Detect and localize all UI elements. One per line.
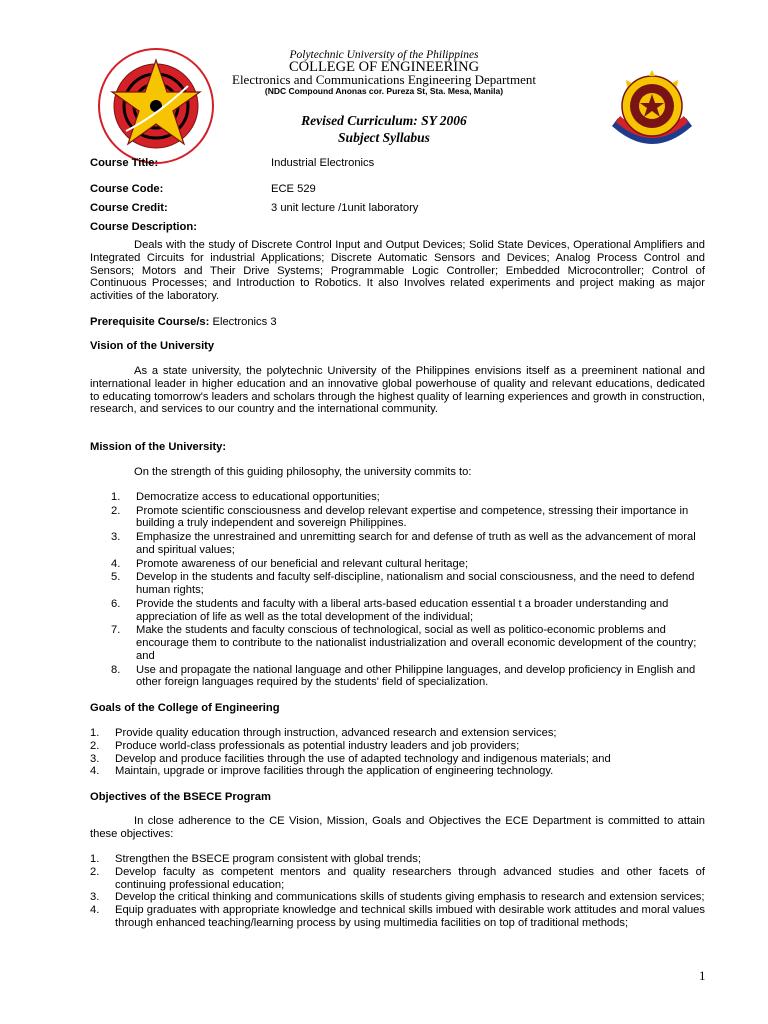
list-item: 6. Provide the students and faculty with a liberal arts-based education essential t a broader understanding and appreciation of life as well as the total development of the individual;: [111, 597, 669, 623]
list-item: 8. Use and propagate the national language and other Philippine languages, and develop proficiency in English and other foreign languages required by the students' field of specialization.: [111, 663, 696, 689]
course-credit-label: Course Credit:: [90, 202, 168, 214]
department-address: (NDC Compound Anonas cor. Pureza St, Sta. Mesa, Manila): [264, 86, 504, 96]
objectives-list: [90, 853, 705, 930]
vision-heading: Vision of the University: [90, 340, 215, 352]
objectives-heading: Objectives of the BSECE Program: [90, 791, 271, 803]
objectives-intro: In close adherence to the CE Vision, Mission, Goals and Objectives the ECE Department is committed to attain these objectives:: [90, 815, 705, 840]
mission-heading: Mission of the University:: [90, 441, 227, 453]
prerequisite-label: Prerequisite Course/s:: [90, 316, 210, 328]
course-title-value: Industrial Electronics: [271, 157, 375, 169]
college-name: COLLEGE OF ENGINEERING: [288, 59, 480, 75]
list-item: 1. Strengthen the BSECE program consistent with global trends;: [90, 853, 421, 865]
course-title-label: Course Title:: [90, 157, 159, 169]
course-description-label: Course Description:: [90, 221, 197, 233]
list-item: 7. Make the students and faculty conscious of technological, social as well as politico-economic problems and encourage them to contribute to the nationalist industrialization and overall economic development of the country; and: [111, 624, 697, 662]
list-item: 2. Produce world-class professionals as potential industry leaders and job providers;: [90, 739, 520, 752]
course-code-value: ECE 529: [271, 183, 316, 195]
list-item: 2. Promote scientific consciousness and develop relevant expertise and competence, stressing their importance in building a truly independent and sovereign Philippines.: [111, 504, 689, 530]
mission-list: [111, 491, 705, 690]
list-item: 1. Democratize access to educational opportunities;: [111, 491, 380, 503]
list-item: 3. Develop and produce facilities through the use of adapted technology and indigenous materials; and: [90, 752, 611, 765]
mission-intro: On the strength of this guiding philosophy, the university commits to:: [134, 466, 472, 478]
list-item: 3. Develop the critical thinking and communications skills of students giving emphasis to research and extension services;: [90, 891, 705, 904]
goals-heading: Goals of the College of Engineering: [90, 702, 280, 714]
department-name: Electronics and Communications Engineering Department: [232, 72, 536, 87]
revised-curriculum-title: Revised Curriculum: SY 2006: [301, 113, 467, 128]
subject-syllabus-title: Subject Syllabus: [338, 130, 430, 145]
prerequisite-value: Electronics 3: [212, 316, 277, 328]
list-item: 1. Provide quality education through instruction, advanced research and extension services;: [90, 727, 557, 739]
page-number: 1: [699, 968, 706, 983]
list-item: 2. Develop faculty as competent mentors and quality researchers through advanced studies and other facets of continuing professional education;: [90, 865, 705, 891]
list-item: 5. Develop in the students and faculty self-discipline, nationalism and social consciousness, and the need to defend human rights;: [111, 571, 695, 597]
list-item: 4. Maintain, upgrade or improve facilities through the application of engineering technology.: [90, 765, 554, 778]
course-description-text: Deals with the study of Discrete Control Input and Output Devices; Solid State Devices, Operational Amplifiers and Integrated Circuits for industrial Applications; Discrete Automatic Sensors and Devices; Analog Process Control and Sensors; Motors and Their Drive Systems; Programmable Logic Controller; Embedded Microcontroller; Control of Continuous Processes; and Introduction to Robotics. It also Involves related experiments and project making as major activities of the laboratory.: [90, 239, 705, 303]
course-code-label: Course Code:: [90, 183, 164, 195]
prerequisite-line: [90, 316, 277, 329]
goals-list: [90, 727, 705, 778]
vision-text: As a state university, the polytechnic University of the Philippines envisions itself as a preeminent national and international leader in higher education and an innovative global powerhouse of quality and relevant educations, dedicated to educating tomorrow's leaders and scholars through the highest quality of learning experiences and growth in construction, research, and services to our country and the international community.: [90, 365, 705, 416]
list-item: 4. Promote awareness of our beneficial and relevant cultural heritage;: [111, 557, 469, 570]
list-item: 4. Equip graduates with appropriate knowledge and technical skills imbued with desirable work attitudes and moral values through enhanced teaching/learning process by using multimedia facilities on top of traditional methods;: [90, 904, 705, 929]
course-credit-value: 3 unit lecture /1unit laboratory: [271, 202, 419, 214]
university-name: Polytechnic University of the Philippines: [289, 49, 479, 61]
list-item: 3. Emphasize the unrestrained and unremitting search for and defense of truth as well as the advancement of moral and spiritual values;: [111, 531, 696, 556]
